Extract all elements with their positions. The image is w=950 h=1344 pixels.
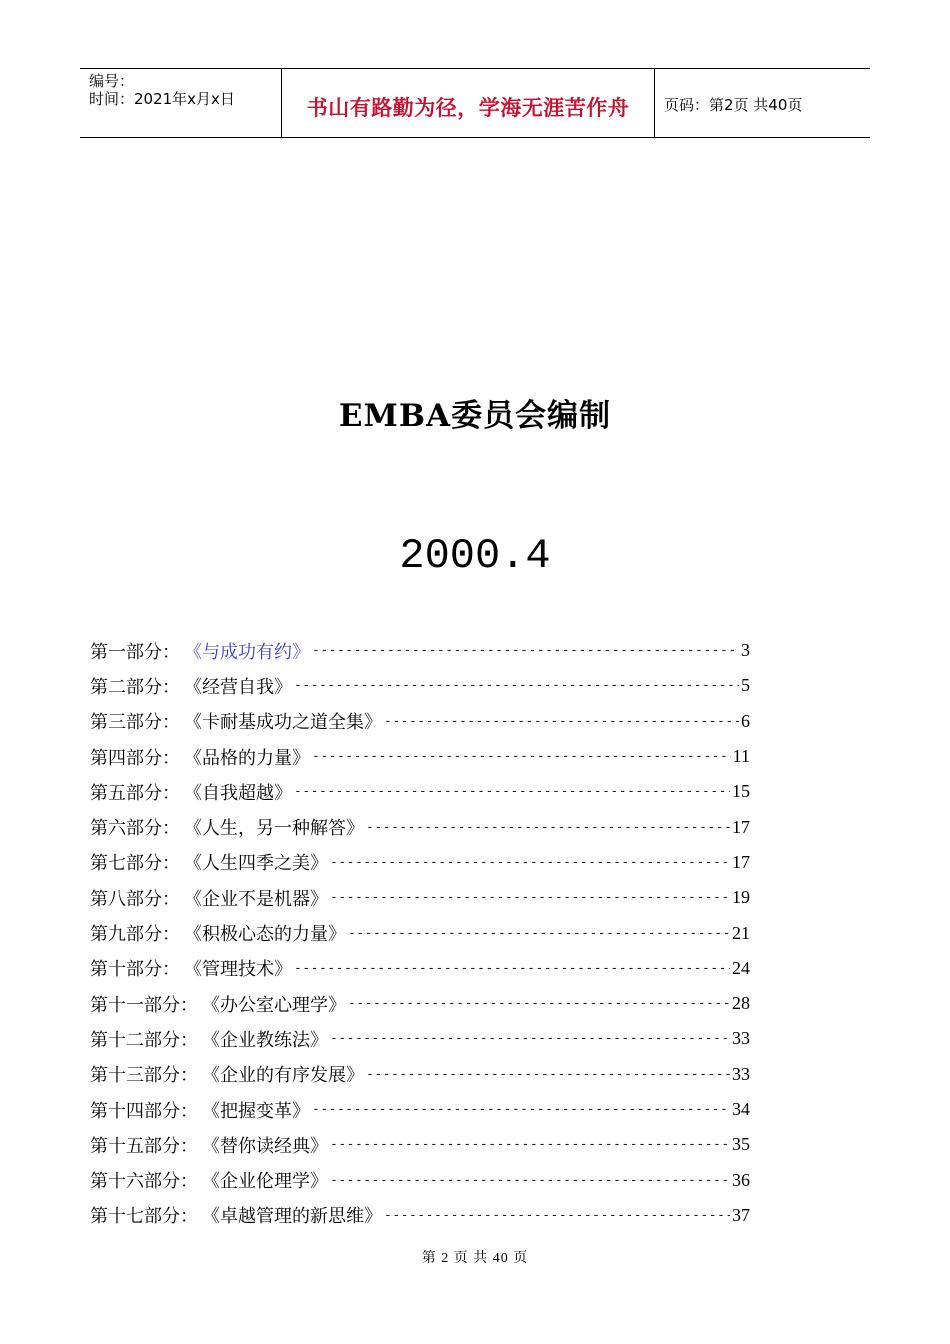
toc-title: 《卓越管理的新思维》 bbox=[202, 1206, 382, 1228]
toc-entry[interactable] bbox=[90, 668, 750, 703]
toc-title: 《办公室心理学》 bbox=[202, 994, 346, 1016]
toc-entry[interactable] bbox=[90, 986, 750, 1021]
document-time-label: 时间：2021年x月x日 bbox=[89, 90, 235, 108]
toc-page-number: 36 bbox=[732, 1169, 750, 1190]
toc-part-label: 第十四部分： bbox=[90, 1100, 198, 1122]
document-header bbox=[80, 68, 870, 138]
toc-leader bbox=[330, 890, 730, 905]
toc-title: 《企业伦理学》 bbox=[202, 1171, 328, 1193]
toc-entry[interactable] bbox=[90, 1092, 750, 1127]
toc-page-number: 33 bbox=[732, 1063, 750, 1084]
toc-entry[interactable] bbox=[90, 774, 750, 809]
toc-leader bbox=[294, 678, 739, 693]
header-motto: 书山有路勤为径，学海无涯苦作舟 bbox=[306, 96, 630, 120]
toc-part-label: 第十部分： bbox=[90, 959, 180, 981]
toc-title: 《经营自我》 bbox=[184, 676, 292, 698]
toc-title: 《企业不是机器》 bbox=[184, 888, 328, 910]
toc-leader bbox=[294, 784, 730, 799]
toc-leader bbox=[294, 961, 730, 976]
toc-entry[interactable] bbox=[90, 1127, 750, 1162]
toc-part-label: 第五部分： bbox=[90, 782, 180, 804]
toc-page-number: 34 bbox=[732, 1099, 750, 1119]
toc-page-number: 35 bbox=[732, 1134, 750, 1155]
toc-entry[interactable] bbox=[90, 951, 750, 986]
toc-part-label: 第十三部分： bbox=[90, 1065, 198, 1087]
toc-page-number: 17 bbox=[732, 851, 750, 872]
toc-part-label: 第一部分： bbox=[90, 641, 180, 663]
toc-leader bbox=[330, 1137, 730, 1152]
toc-leader bbox=[330, 1031, 730, 1046]
toc-part-label: 第十一部分： bbox=[90, 994, 198, 1016]
toc-part-label: 第三部分： bbox=[90, 712, 180, 734]
toc-page-number: 15 bbox=[732, 781, 750, 802]
toc-leader bbox=[330, 1173, 730, 1188]
header-motto-cell bbox=[282, 69, 655, 137]
toc-page-number: 5 bbox=[741, 675, 750, 696]
toc-part-label: 第六部分： bbox=[90, 818, 180, 840]
toc-leader bbox=[366, 820, 730, 835]
toc-title[interactable]: 《与成功有约》 bbox=[184, 641, 310, 663]
toc-page-number: 33 bbox=[732, 1028, 750, 1049]
document-title: EMBA委员会编制 bbox=[338, 398, 612, 434]
toc-part-label: 第七部分： bbox=[90, 853, 180, 875]
toc-part-label: 第十七部分： bbox=[90, 1206, 198, 1228]
toc-entry[interactable] bbox=[90, 1198, 750, 1233]
toc-page-number: 24 bbox=[732, 957, 750, 978]
toc-title: 《品格的力量》 bbox=[184, 747, 310, 769]
toc-leader bbox=[312, 643, 739, 658]
toc-part-label: 第九部分： bbox=[90, 924, 180, 946]
toc-leader bbox=[348, 926, 730, 941]
toc-title: 《积极心态的力量》 bbox=[184, 924, 346, 946]
toc-leader bbox=[312, 1102, 730, 1117]
toc-part-label: 第二部分： bbox=[90, 676, 180, 698]
toc-page-number: 3 bbox=[741, 640, 750, 661]
toc-entry[interactable] bbox=[90, 633, 750, 668]
toc-page-number: 19 bbox=[732, 887, 750, 908]
toc-part-label: 第四部分： bbox=[90, 747, 180, 769]
page-footer: 第 2 页 共 40 页 bbox=[421, 1251, 529, 1266]
toc-leader bbox=[366, 1067, 730, 1082]
toc-title: 《自我超越》 bbox=[184, 782, 292, 804]
toc-page-number: 21 bbox=[732, 922, 750, 943]
toc-part-label: 第十六部分： bbox=[90, 1171, 198, 1193]
toc-page-number: 17 bbox=[732, 816, 750, 837]
toc-title: 《替你读经典》 bbox=[202, 1135, 328, 1157]
document-date: 2000.4 bbox=[399, 532, 551, 580]
toc-entry[interactable] bbox=[90, 809, 750, 844]
toc-page-number: 11 bbox=[732, 746, 750, 767]
toc-leader bbox=[384, 714, 739, 729]
toc-part-label: 第八部分： bbox=[90, 888, 180, 910]
toc-entry[interactable] bbox=[90, 1021, 750, 1056]
toc-page-number: 6 bbox=[741, 710, 750, 731]
toc-title: 《卡耐基成功之道全集》 bbox=[184, 712, 382, 734]
toc-part-label: 第十五部分： bbox=[90, 1135, 198, 1157]
toc-page-number: 37 bbox=[732, 1204, 750, 1225]
toc-entry[interactable] bbox=[90, 1057, 750, 1092]
header-page-cell bbox=[655, 69, 870, 137]
toc-entry[interactable] bbox=[90, 880, 750, 915]
table-of-contents bbox=[90, 633, 750, 1233]
toc-title: 《人生，另一种解答》 bbox=[184, 818, 364, 840]
toc-entry[interactable] bbox=[90, 739, 750, 774]
header-page-info: 页码：第2页 共40页 bbox=[664, 96, 803, 114]
toc-title: 《企业教练法》 bbox=[202, 1029, 328, 1051]
toc-entry[interactable] bbox=[90, 915, 750, 950]
toc-leader bbox=[384, 1208, 730, 1223]
toc-leader bbox=[330, 855, 730, 870]
toc-leader bbox=[312, 749, 731, 764]
toc-part-label: 第十二部分： bbox=[90, 1029, 198, 1051]
toc-title: 《人生四季之美》 bbox=[184, 853, 328, 875]
toc-entry[interactable] bbox=[90, 1162, 750, 1197]
document-number-label: 编号： bbox=[89, 72, 135, 90]
toc-page-number: 28 bbox=[732, 993, 750, 1014]
toc-title: 《把握变革》 bbox=[202, 1100, 310, 1122]
header-meta-cell bbox=[80, 69, 282, 137]
toc-title: 《企业的有序发展》 bbox=[202, 1065, 364, 1087]
toc-entry[interactable] bbox=[90, 704, 750, 739]
toc-leader bbox=[348, 996, 730, 1011]
toc-title: 《管理技术》 bbox=[184, 959, 292, 981]
toc-entry[interactable] bbox=[90, 845, 750, 880]
